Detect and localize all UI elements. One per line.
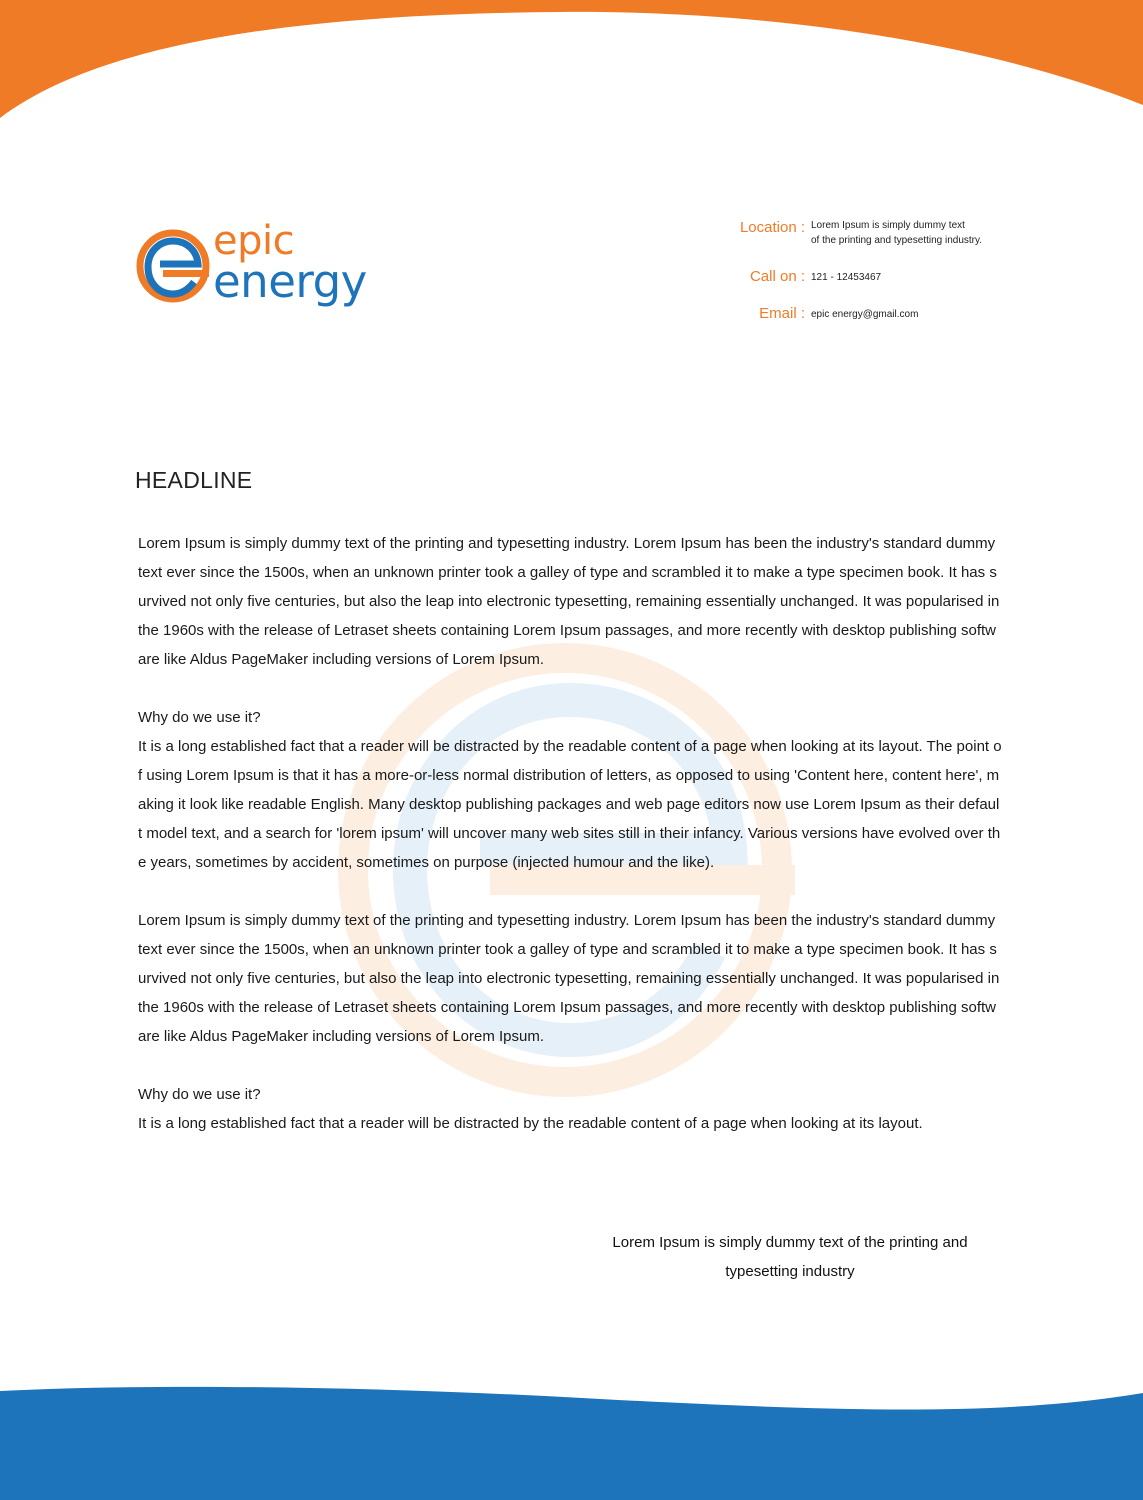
subheading-1: Why do we use it? <box>138 709 261 726</box>
bottom-blue-wave <box>0 1385 1143 1500</box>
email-value[interactable]: epic energy@gmail.com <box>811 309 919 320</box>
contact-call-row <box>0 267 1143 307</box>
logo-word-energy: energy <box>213 255 367 308</box>
closing-line-2: typesetting industry <box>725 1263 855 1280</box>
headline: HEADLINE <box>135 467 253 493</box>
subheading-2: Why do we use it? <box>138 1086 261 1103</box>
location-line-1: Lorem Ipsum is simply dummy text <box>811 220 965 231</box>
call-label: Call on : <box>749 268 805 285</box>
email-label: Email : <box>759 305 805 322</box>
paragraph-4: It is a long established fact that a reader will be distracted by the readable content of a page when looking at its layout. <box>138 1115 923 1132</box>
letter-body <box>138 529 1002 1138</box>
location-label: Location : <box>739 219 805 236</box>
contact-location-row <box>0 218 1143 258</box>
call-value[interactable]: 121 - 12453467 <box>811 272 882 283</box>
contact-email-row <box>0 305 1143 345</box>
paragraph-2: It is a long established fact that a reader will be distracted by the readable content of a page when looking at its layout. The point of using Lorem Ipsum is that it has a more-or-less normal distribution of letters, as opposed to using 'Content here, content here', making it look like readable English. Many desktop publishing packages and web page editors now use Lorem Ipsum as their default model text, and a search for 'lorem ipsum' will uncover many web sites still in their infancy. Various versions have evolved over the years, sometimes by accident, sometimes on purpose (injected humour and the like). <box>138 738 1002 871</box>
closing-line-1: Lorem Ipsum is simply dummy text of the printing and <box>612 1234 968 1251</box>
location-line-2: of the printing and typesetting industry. <box>811 235 983 246</box>
logo-word-epic: epic <box>213 218 295 264</box>
closing-text <box>580 1228 1000 1286</box>
top-orange-wave <box>0 0 1143 130</box>
paragraph-3: Lorem Ipsum is simply dummy text of the printing and typesetting industry. Lorem Ipsum has been the industry's standard dummy text ever since the 1500s, when an unknown printer took a galley of type and scrambled it to make a type specimen book. It has survived not only five centuries, but also the leap into electronic typesetting, remaining essentially unchanged. It was popularised in the 1960s with the release of Letraset sheets containing Lorem Ipsum passages, and more recently with desktop publishing software like Aldus PageMaker including versions of Lorem Ipsum. <box>138 912 1000 1045</box>
paragraph-1: Lorem Ipsum is simply dummy text of the printing and typesetting industry. Lorem Ipsum has been the industry's standard dummy text ever since the 1500s, when an unknown printer took a galley of type and scrambled it to make a type specimen book. It has survived not only five centuries, but also the leap into electronic typesetting, remaining essentially unchanged. It was popularised in the 1960s with the release of Letraset sheets containing Lorem Ipsum passages, and more recently with desktop publishing software like Aldus PageMaker including versions of Lorem Ipsum. <box>138 535 1000 668</box>
